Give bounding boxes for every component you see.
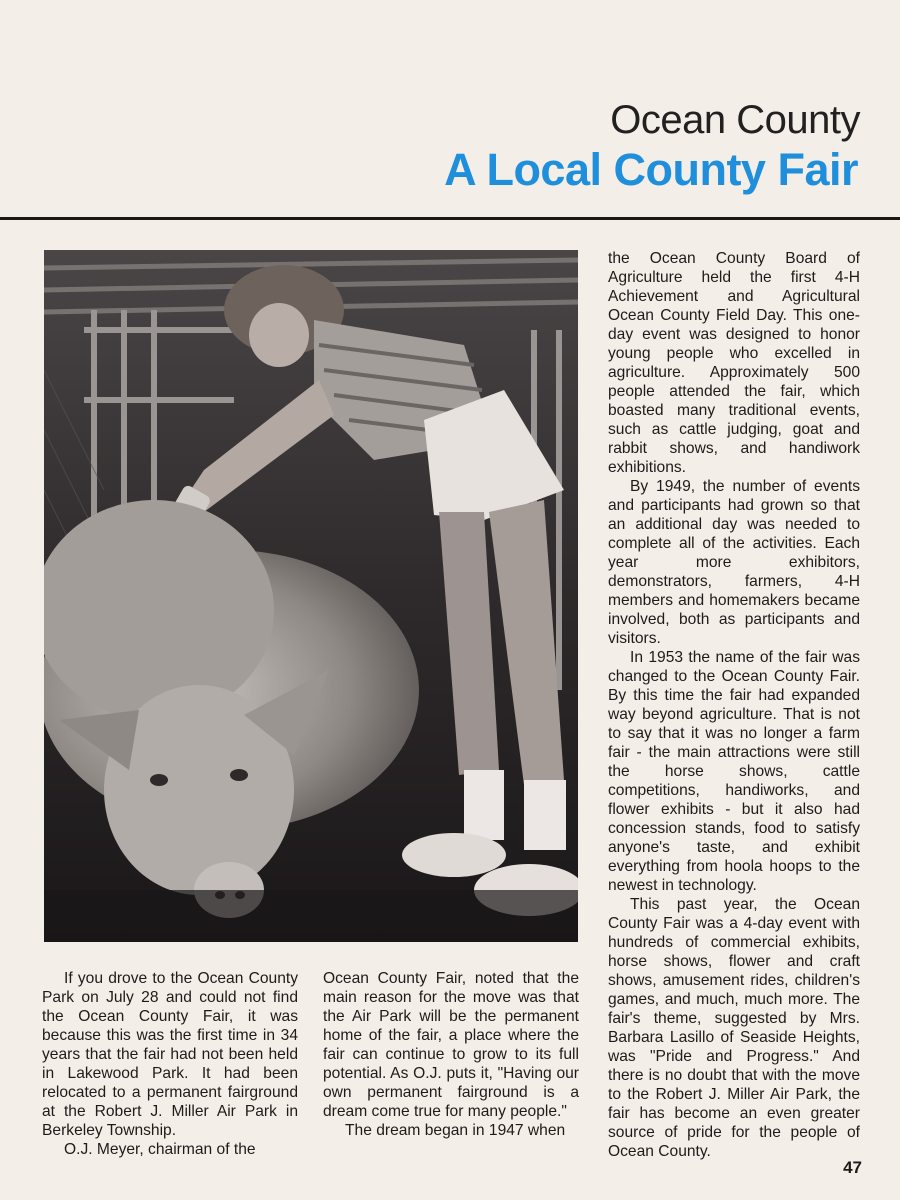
page-headline: A Local County Fair bbox=[444, 144, 858, 195]
paragraph: In 1953 the name of the fair was changed to the Ocean County Fair. By this time the fair had expanded way beyond agriculture. That is not to say that it was no longer a farm fair - the main attractions were still the horse shows, cattle competitions, handiworks, and flower exhibits - but it also had concession stands, food to satisfy anyone's taste, and exhibit everything from hoola hoops to the newest in technology. bbox=[608, 649, 860, 894]
paragraph: The dream began in 1947 when bbox=[345, 1122, 566, 1139]
bottom-left-column bbox=[42, 969, 298, 1159]
paragraph: Ocean County Fair, noted that the main reason for the move was that the Air Park will be the permanent home of the fair, a place where the fair can continue to grow to its full potential. As O.J. puts it, "Having our own permanent fairground is a dream come true for many people." bbox=[323, 970, 579, 1120]
paragraph: O.J. Meyer, chairman of the bbox=[64, 1141, 256, 1158]
photo-girl-with-pig-icon bbox=[44, 250, 578, 942]
header-rule bbox=[0, 217, 900, 220]
article-photo bbox=[44, 250, 578, 942]
paragraph: This past year, the Ocean County Fair was a 4-day event with hundreds of commercial exhibits, horse shows, flower and craft shows, amusement rides, children's games, and much, much more. The fair's theme, suggested by Mrs. Barbara Lasillo of Seaside Heights, was "Pride and Progress." And there is no doubt that with the move to the Robert J. Miller Air Park, the fair has become an even greater source of pride for the people of Ocean County. bbox=[608, 896, 860, 1160]
paragraph: the Ocean County Board of Agriculture held the first 4-H Achievement and Agricultural Ocean County Field Day. This one-day event was designed to honor young people who excelled in agriculture. Approximately 500 people attended the fair, which boasted many traditional events, such as cattle judging, goat and rabbit shows, and handiwork exhibitions. bbox=[608, 250, 860, 476]
page-number: 47 bbox=[843, 1158, 862, 1177]
bottom-middle-column bbox=[323, 969, 579, 1140]
right-column bbox=[608, 249, 860, 1161]
paragraph: If you drove to the Ocean County Park on July 28 and could not find the Ocean County Fair, it was because this was the first time in 34 years that the fair had not been held in Lakewood Park. It had been relocated to a permanent fairground at the Robert J. Miller Air Park in Berkeley Township. bbox=[42, 970, 298, 1139]
kicker-title: Ocean County bbox=[610, 98, 860, 142]
paragraph: By 1949, the number of events and participants had grown so that an additional day was needed to complete all of the activities. Each year more exhibitors, demonstrators, farmers, 4-H members and homemakers became involved, both as participants and visitors. bbox=[608, 478, 860, 647]
